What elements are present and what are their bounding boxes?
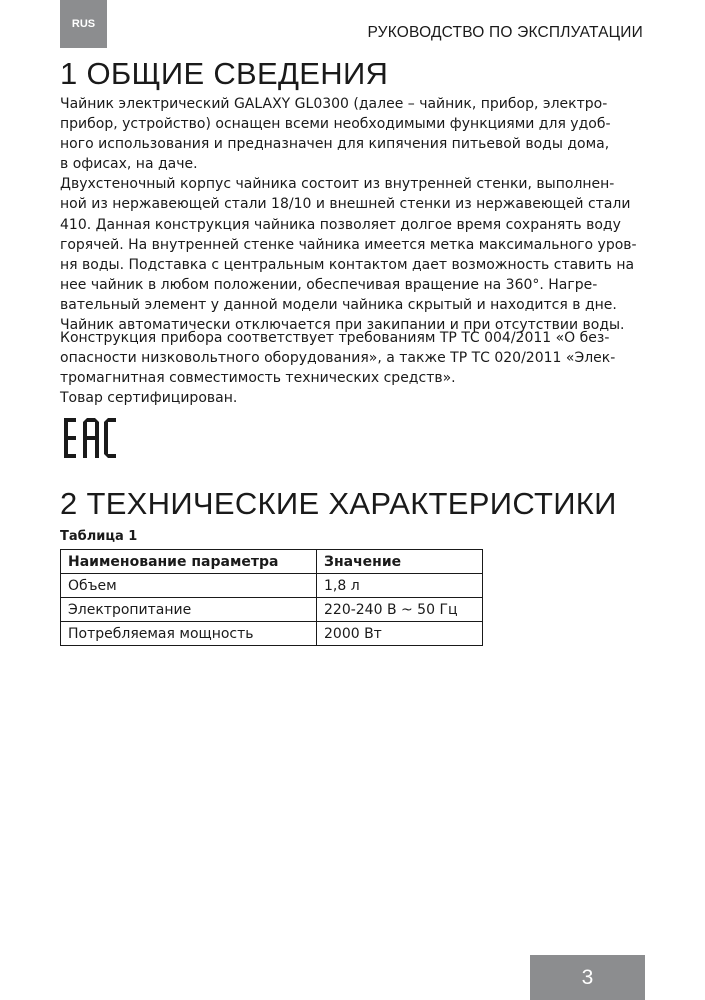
text-line: Чайник электрический GALAXY GL0300 (далее – чайник, прибор, электро- [60,96,608,112]
eac-certification-mark-icon [64,418,116,458]
text-line: горячей. На внутренней стенке чайника имеется метка максимального уров- [60,236,637,253]
table-row [61,574,483,598]
language-label: RUS [71,18,96,30]
table-cell-parameter: Объем [61,574,317,598]
general-info-paragraph [60,94,648,335]
page-number: 3 [581,965,594,989]
column-header-value: Значение [317,550,483,574]
table-header-row [61,550,483,574]
page-number-tab [530,955,645,1000]
text-line: ня воды. Подставка с центральным контактом дает возможность ставить на [60,256,635,273]
text-line: Чайник автоматически отключается при закипании и при отсутствии воды. [60,317,625,334]
text-line: Товар сертифицирован. [60,390,238,407]
text-line: ной из нержавеющей стали 18/10 и внешней стенки из нержавеющей стали [60,196,631,213]
text-line: опасности низковольтного оборудования», а также ТР ТС 020/2011 «Элек- [60,350,616,367]
text-line: 410. Данная конструкция чайника позволяет долгое время сохранять воду [60,216,621,233]
manual-header-title: РУКОВОДСТВО ПО ЭКСПЛУАТАЦИИ [367,24,643,41]
text-line: тромагнитная совместимость технических средств». [60,370,456,387]
text-line: Конструкция прибора соответствует требованиям ТР ТС 004/2011 «О без- [60,330,610,346]
table-cell-parameter: Потребляемая мощность [61,622,317,646]
table-cell-value: 220-240 В ~ 50 Гц [317,598,483,622]
section-title-general-info: 1 ОБЩИЕ СВЕДЕНИЯ [60,56,389,91]
text-line: в офисах, на даче. [60,156,198,173]
text-line: ного использования и предназначен для кипячения питьевой воды дома, [60,136,610,153]
text-line: нее чайник в любом положении, обеспечивая вращение на 360°. Нагре- [60,276,598,293]
language-tab [60,0,107,48]
column-header-parameter: Наименование параметра [61,550,317,574]
table-row [61,622,483,646]
section-title-specifications: 2 ТЕХНИЧЕСКИЕ ХАРАКТЕРИСТИКИ [60,486,617,521]
compliance-paragraph [60,328,648,408]
table-caption: Таблица 1 [60,529,138,544]
text-line: Двухстеночный корпус чайника состоит из внутренней стенки, выполнен- [60,176,615,193]
table-cell-value: 2000 Вт [317,622,483,646]
table-cell-parameter: Электропитание [61,598,317,622]
text-line: вательный элемент у данной модели чайника скрытый и находится в дне. [60,296,617,313]
specifications-table [60,549,483,646]
table-cell-value: 1,8 л [317,574,483,598]
text-line: прибор, устройство) оснащен всеми необходимыми функциями для удоб- [60,116,611,133]
table-row [61,598,483,622]
